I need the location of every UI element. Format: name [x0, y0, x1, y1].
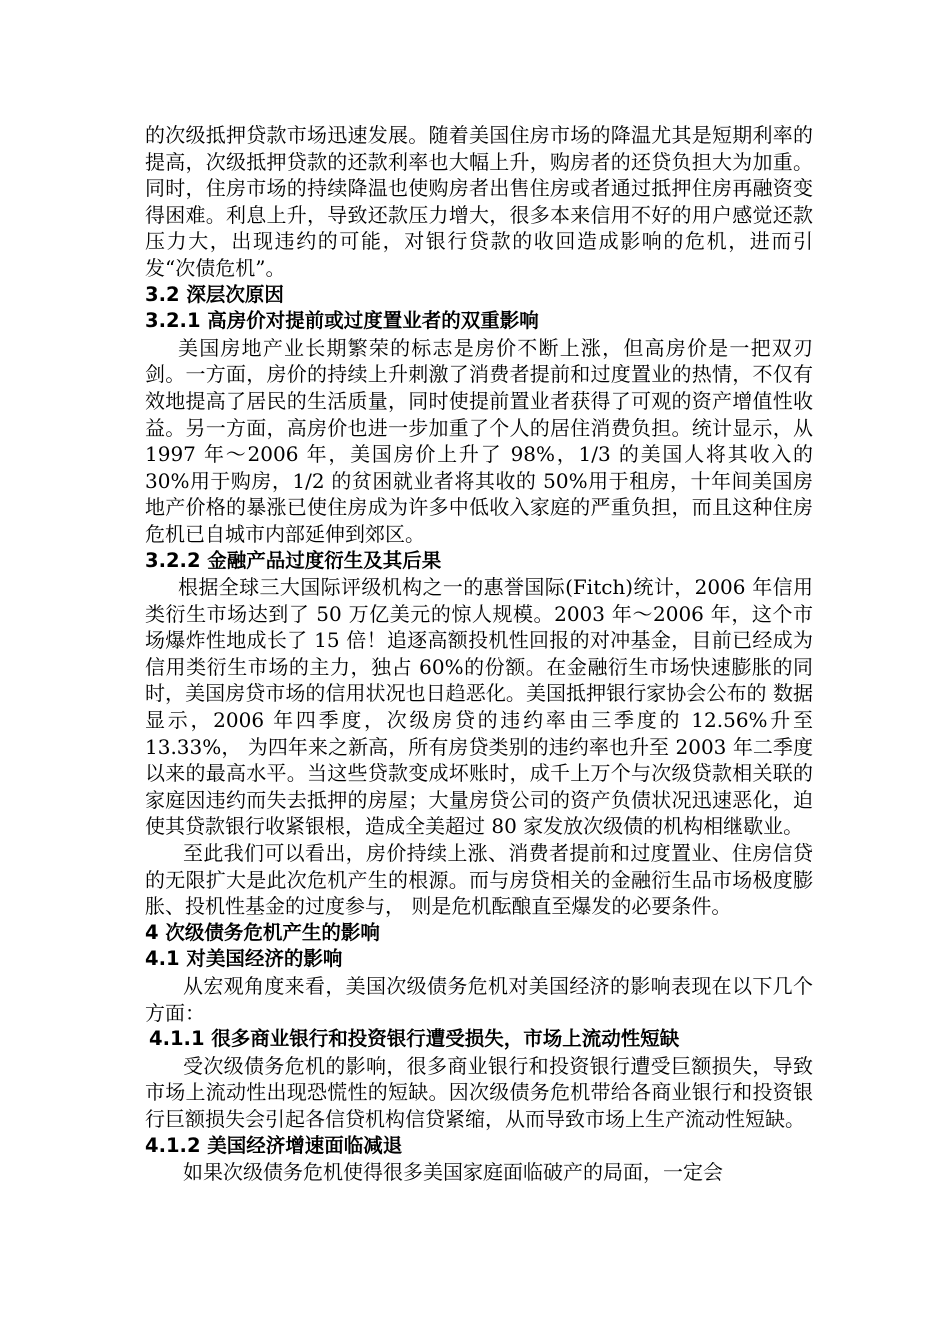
- paragraph-subprime-intro: 的次级抵押贷款市场迅速发展。随着美国住房市场的降温尤其是短期利率的提高，次级抵押贷款的还款利率也大幅上升，购房者的还贷负担大为加重。同时，住房市场的持续降温也使购房者出售住房或者通过抵押住房再融资变得困难。利息上升，导致还款压力增大，很多本来信用不好的用户感觉还款压力大，出现违约的可能，对银行贷款的收回造成影响的危机，进而引发“次债危机”。: [145, 123, 813, 280]
- heading-4-1-1: 4.1.1 很多商业银行和投资银行遭受损失，市场上流动性短缺: [149, 1027, 680, 1051]
- paragraph-high-house-price: 美国房地产业长期繁荣的标志是房价不断上涨，但高房价是一把双刃剑。一方面，房价的持续上升刺激了消费者提前和过度置业的热情，不仅有效地提高了居民的生活质量，同时使提前置业者获得了可观的资产增值性收益。另一方面，高房价也进一步加重了个人的居住消费负担。统计显示，从 1997 年～2006 年，美国房价上升了 98%，1/3 的美国人将其收入的 30%用于购房，1/2 的贫困就业者将其收的 50%用于租房，十年间美国房地产价格的暴涨已使住房成为许多中低收入家庭的严重负担，而且这种住房危机已自城市内部延伸到郊区。: [145, 335, 813, 546]
- paragraph-growth-slowdown: 如果次级债务危机使得很多美国家庭面临破产的局面，一定会: [183, 1160, 723, 1185]
- document-page: [145, 122, 813, 1186]
- heading-4-1-2: 4.1.2 美国经济增速面临减退: [145, 1133, 403, 1157]
- heading-4: 4 次级债务危机产生的影响: [145, 920, 380, 944]
- heading-3-2-1: 3.2.1 高房价对提前或过度置业者的双重影响: [145, 309, 539, 333]
- heading-3-2: 3.2 深层次原因: [145, 282, 284, 306]
- paragraph-derivatives: 根据全球三大国际评级机构之一的惠誉国际(Fitch)统计，2006 年信用类衍生市场达到了 50 万亿美元的惊人规模。2003 年～2006 年，这个市场爆炸性地成长了 15 倍！追逐高额投机性回报的对冲基金，目前已经成为信用类衍生市场的主力，独占 60%的份额。在金融衍生市场快速膨胀的同时，美国房贷市场的信用状况也日趋恶化。美国抵押银行家协会公布的 数据显示，2006 年四季度，次级房贷的违约率由三季度的 12.56%升至 13.33%， 为四年来之新高，所有房贷类别的违约率也升至 2003 年二季度以来的最高水平。当这些贷款变成坏账时，成千上万个与次级贷款相关联的家庭因违约而失去抵押的房屋；大量房贷公司的资产负债状况迅速恶化，迫使其贷款银行收紧银根，造成全美超过 80 家发放次级债的机构相继歇业。: [145, 575, 813, 839]
- heading-3-2-2: 3.2.2 金融产品过度衍生及其后果: [145, 548, 442, 572]
- heading-4-1: 4.1 对美国经济的影响: [145, 947, 343, 971]
- paragraph-conclusion: 至此我们可以看出，房价持续上涨、消费者提前和过度置业、住房信贷的无限扩大是此次危机产生的根源。而与房贷相关的金融衍生品市场极度膨胀、投机性基金的过度参与， 则是危机酝酿直至爆发的必要条件。: [145, 841, 813, 919]
- paragraph-macro-view: 从宏观角度来看，美国次级债务危机对美国经济的影响表现在以下几个方面：: [145, 974, 813, 1025]
- paragraph-liquidity: 受次级债务危机的影响，很多商业银行和投资银行遭受巨额损失，导致市场上流动性出现恐慌性的短缺。因次级债务危机带给各商业银行和投资银行巨额损失会引起各信贷机构信贷紧缩，从而导致市场上生产流动性短缺。: [145, 1053, 813, 1131]
